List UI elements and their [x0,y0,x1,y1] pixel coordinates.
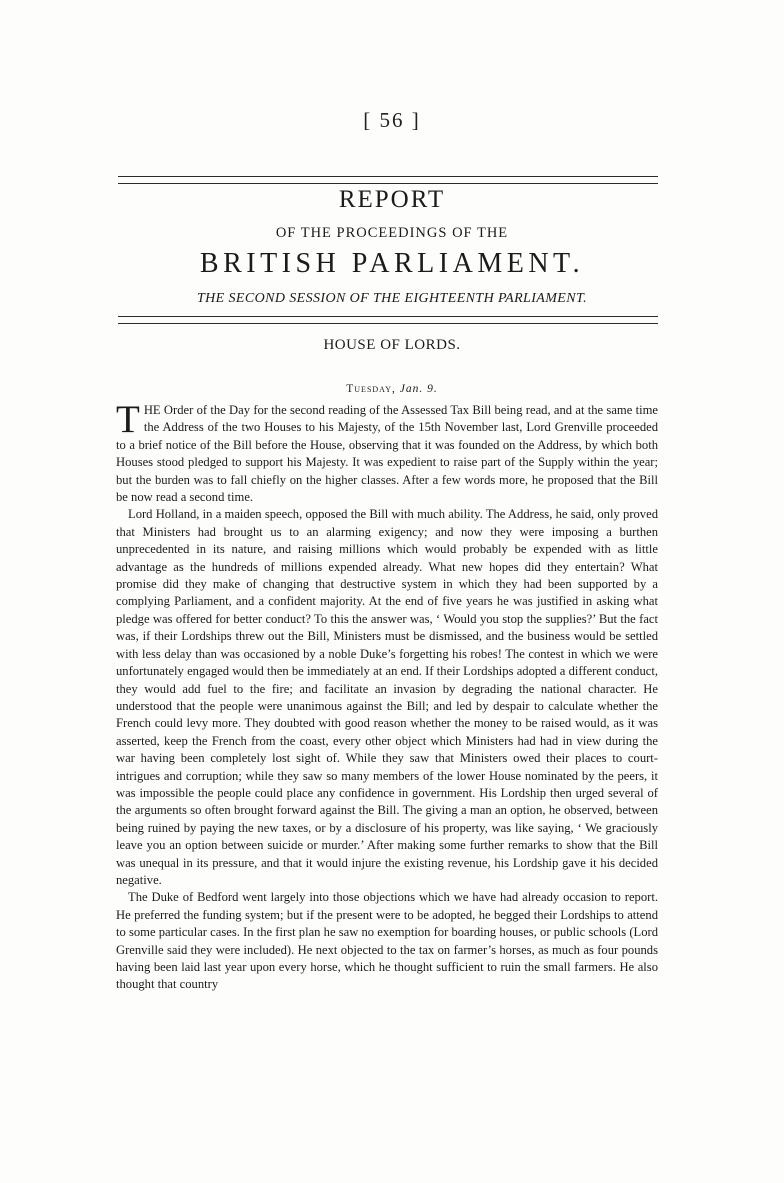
dateline-date: Jan. 9. [399,383,438,395]
paragraph-bedford: The Duke of Bedford went largely into those objections which we have had already occasion to report. He preferred the funding system; but if the present were to be adopted, he begged their Lordships to attend to some particular cases. In the first plan he saw no exemption for boarding houses, or public schools (Lord Grenville said they were included). He next objected to the tax on farmer’s horses, as much as four pounds having been laid last year upon every horse, which he thought sufficient to ruin the small farmers. He also thought that country [116,890,658,992]
dateline-day: Tuesday, [346,383,396,395]
house-heading: HOUSE OF LORDS. [323,337,461,353]
dateline [0,383,784,395]
parliament-title: BRITISH PARLIAMENT. [199,248,585,279]
paragraph-holland: Lord Holland, in a maiden speech, opposed the Bill with much ability. The Address, he said, only proved that Ministers had brought us to an alarming exigency; and now they were imposing a burthen unprecedented in its nature, and raising millions which would probably be expended with as little advantage as the hundreds of millions expended already. What new hopes did they entertain? What promise did they make of changing that destructive system in which they had been supported by a complying Parliament, and a confident majority. At the end of five years he was justified in asking what pledge was offered for better conduct? To this the answer was, ‘ Would you stop the supplies?’ But the fact was, if their Lordships threw out the Bill, Ministers must be dismissed, and the business would be settled with less delay than was occasioned by a noble Duke’s forgetting his robes! The contest in which we were unfortunately engaged would then be immediately at an end. If their Lordships adopted a different conduct, they would add fuel to the fire; and facilitate an invasion by degrading the national character. He understood that the people were unanimous against the Bill; and led by despair to calculate whether the French could levy more. They doubted with good reason whether the money to be raised would, as it was asserted, keep the French from the coast, every other object which Ministers had had in view during the war having been completely lost sight of. While they saw that Ministers owed their places to court-intrigues and corruption; while they saw so many members of the lower House nominated by the peers, it was impossible the people could place any confidence in government. His Lordship then urged several of the arguments so often brought forward against the Bill. The giving a man an option, he observed, between being ruined by paying the new taxes, or by a disclosure of his property, was like saying, ‘ We graciously leave you an option between suicide or murder.’ After making some further remarks to show that the Bill was unequal in its pressure, and that it would injure the existing revenue, his Lordship gave it his decided negative. [116,507,658,887]
header-rule-top [118,176,658,184]
page-number: [ 56 ] [363,108,421,132]
drop-cap: T [116,398,140,441]
paragraph-grenville [116,398,658,506]
proceedings-subtitle: OF THE PROCEEDINGS OF THE [275,225,509,241]
report-title: REPORT [338,186,446,213]
header-rule-bottom [118,316,658,324]
article-body [116,398,658,994]
paragraph-grenville-text: HE Order of the Day for the second reading of the Assessed Tax Bill being read, and at the same time the Address of the two Houses to his Majesty, of the 15th November last, Lord Grenville proceeded to a brief notice of the Bill before the House, observing that it was founded on the Address, by which both Houses stood pledged to support his Majesty. It was expedient to raise part of the Supply within the year; but the burden was to fall chiefly on the higher classes. After a few words more, he proposed that the Bill be now read a second time. [116,403,658,505]
session-title: THE SECOND SESSION OF THE EIGHTEENTH PARLIAMENT. [196,291,588,306]
